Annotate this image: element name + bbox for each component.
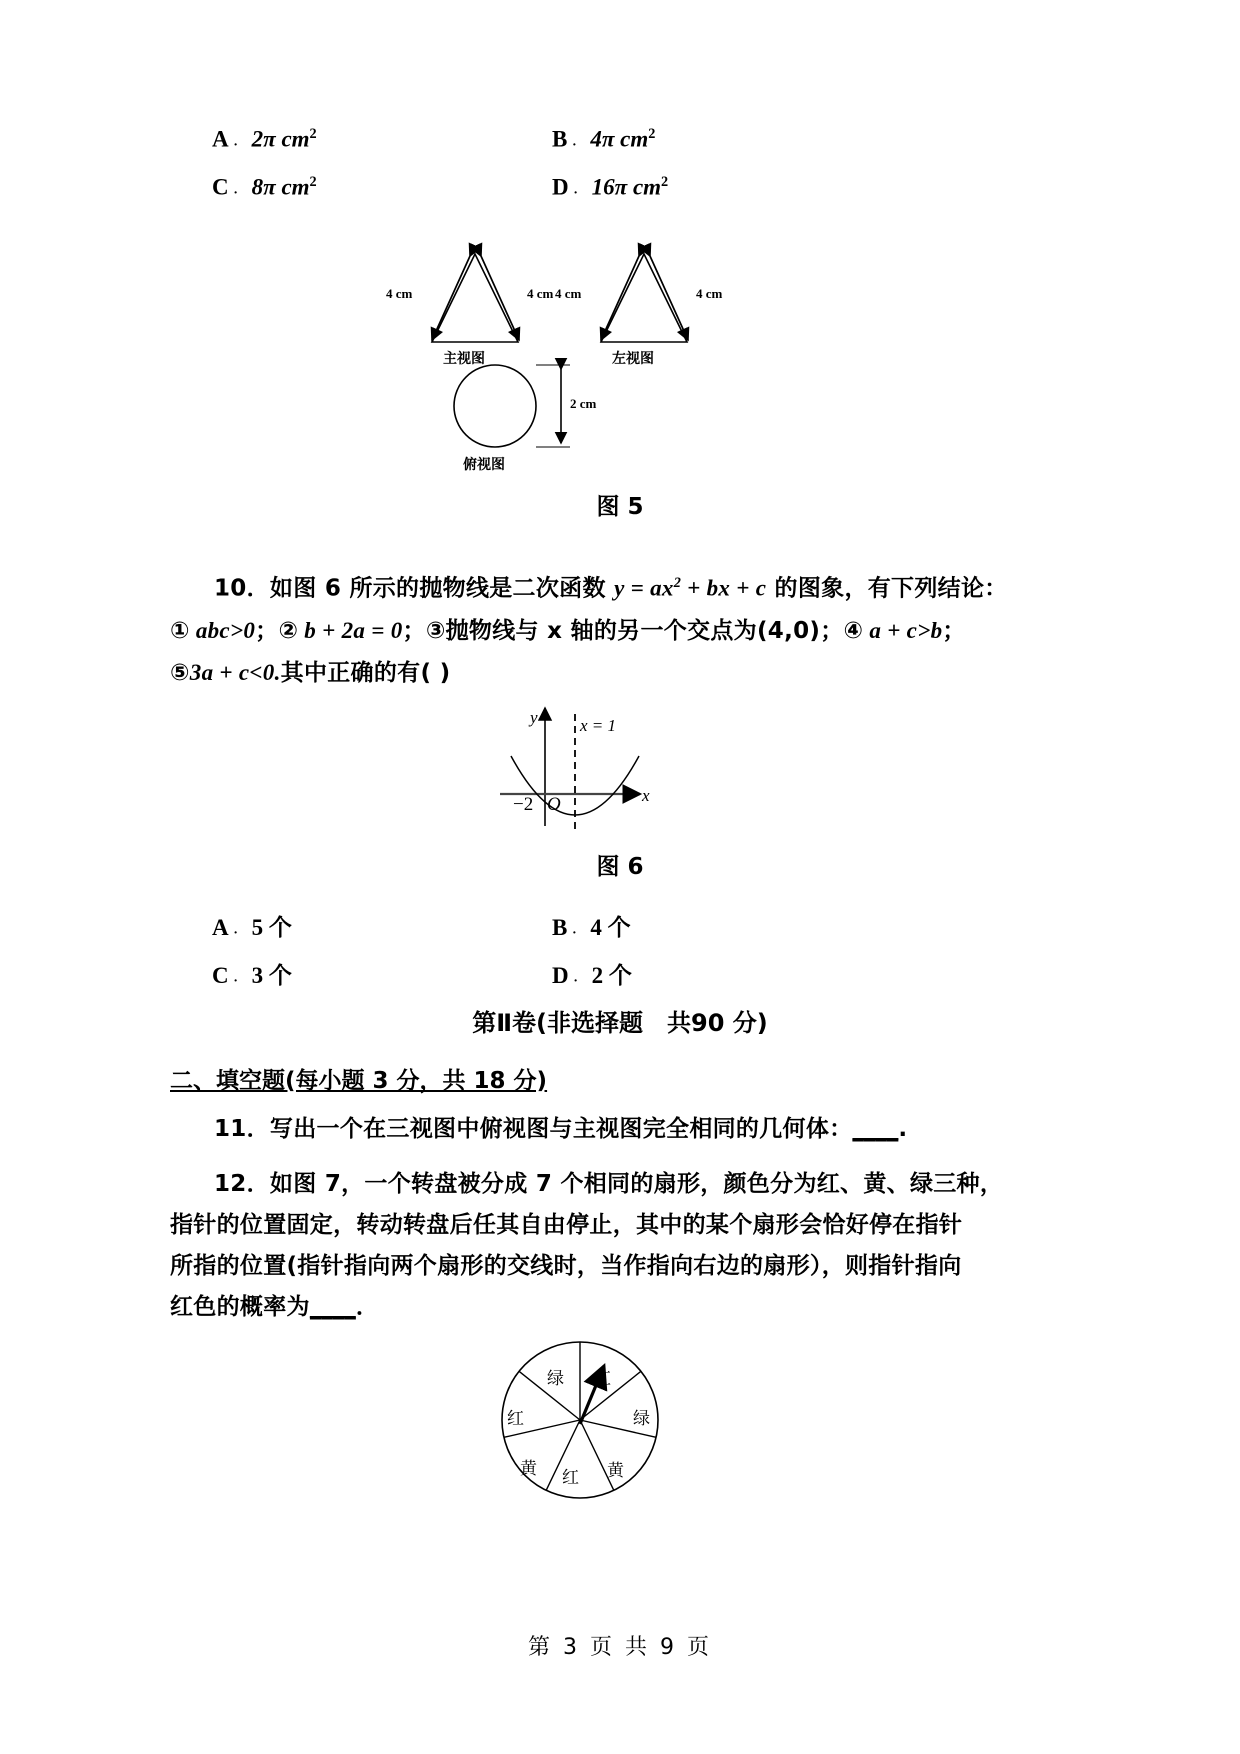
question-10-line-1 <box>170 563 1070 610</box>
conclusion-1-marker: ① <box>170 617 190 644</box>
conclusion-1: abc>0 <box>189 617 256 643</box>
question-10-formula-b: + bx + c <box>681 575 767 601</box>
question-11-text: 写出一个在三视图中俯视图与主视图完全相同的几何体： <box>269 1115 853 1142</box>
sector-label-2: 绿 <box>633 1408 650 1429</box>
choice-letter: A <box>212 914 229 940</box>
x-intercept-label: −2 <box>513 793 534 815</box>
question-12 <box>170 1164 1070 1328</box>
dim-label-front-right: 4 cm <box>527 286 554 301</box>
dim-label-side-right: 4 cm <box>696 286 723 301</box>
conclusion-4: a + c>b <box>863 617 943 643</box>
conclusion-3-marker: ③ <box>425 617 446 644</box>
x-axis-label: x <box>642 785 650 805</box>
top-view-label: 俯视图 <box>463 457 505 473</box>
question-10-line-2 <box>170 610 1070 652</box>
question-10-formula: y = ax <box>614 575 674 601</box>
choice-dot: ． <box>233 920 247 936</box>
question-12-line-4 <box>170 1287 1070 1328</box>
sector-label-3: 黄 <box>607 1460 624 1481</box>
answer-blank[interactable]: ____ <box>309 1293 356 1320</box>
choice-text: 4 个 <box>590 914 631 940</box>
choice-C-q10[interactable] <box>212 957 292 990</box>
figure-6-caption: 图 6 <box>596 853 644 880</box>
choice-text: 3 个 <box>251 962 292 988</box>
question-12-tail: ． <box>355 1293 380 1320</box>
sep: ； <box>942 617 966 644</box>
choice-dot: ． <box>573 180 587 196</box>
y-axis-label: y <box>530 707 538 727</box>
choice-text: 2π cm <box>251 126 310 152</box>
choice-letter: B <box>552 126 568 152</box>
page-footer: 第 3 页 共 9 页 <box>528 1635 712 1660</box>
question-10-text-b: 的图象，有下列结论： <box>766 575 1008 602</box>
sector-label-4: 红 <box>562 1467 579 1488</box>
choice-text: 2 个 <box>591 962 632 988</box>
choice-dot: ． <box>572 132 586 148</box>
choice-dot: ． <box>233 968 247 984</box>
question-12-line-1 <box>170 1164 1070 1205</box>
choice-exponent: 2 <box>309 174 317 190</box>
question-dot: ． <box>246 1170 270 1197</box>
figure-6 <box>170 694 1070 844</box>
q9-choice-row-1 <box>170 118 1070 166</box>
question-number: 12 <box>214 1170 247 1197</box>
figure-7 <box>170 1328 1070 1518</box>
part-2-title: 第Ⅱ卷(非选择题 共90 分) <box>472 1008 768 1037</box>
choice-letter: C <box>212 174 229 200</box>
choice-letter: A <box>212 126 229 152</box>
dim-label-top: 2 cm <box>570 396 597 411</box>
question-10-text-a: 如图 6 所示的抛物线是二次函数 <box>269 575 615 602</box>
sector-label-5: 黄 <box>520 1458 537 1479</box>
axis-of-symmetry-label: x = 1 <box>580 715 617 735</box>
question-number: 10 <box>214 575 247 602</box>
question-12-text-4: 红色的概率为 <box>170 1293 310 1320</box>
conclusion-2: b + 2a = 0 <box>298 617 403 643</box>
sep: ； <box>820 617 844 644</box>
answer-blank[interactable]: ____ <box>852 1115 899 1142</box>
choice-letter: B <box>552 914 568 940</box>
q9-choice-row-2 <box>170 166 1070 214</box>
choice-letter: D <box>552 962 569 988</box>
conclusion-3: 抛物线与 x 轴的另一个交点为(4,0) <box>445 617 821 644</box>
question-12-text-2: 指针的位置固定，转动转盘后任其自由停止，其中的某个扇形会恰好停在指针 <box>170 1211 963 1238</box>
sector-label-6: 红 <box>507 1408 524 1429</box>
question-11-tail: . <box>898 1115 908 1142</box>
question-12-line-2 <box>170 1205 1070 1246</box>
choice-text: 5 个 <box>251 914 292 940</box>
question-12-text-1: 如图 7，一个转盘被分成 7 个相同的扇形，颜色分为红、黄、绿三种， <box>269 1170 1004 1197</box>
choice-text: 4π cm <box>590 126 649 152</box>
q10-choice-row-2 <box>170 949 1070 997</box>
choice-A-q9[interactable] <box>212 126 317 153</box>
question-dot: ． <box>246 1115 270 1142</box>
question-10 <box>170 563 1070 694</box>
question-12-line-3 <box>170 1246 1070 1287</box>
question-dot: ． <box>246 575 270 602</box>
choice-D-q10[interactable] <box>552 957 632 990</box>
front-view-label: 主视图 <box>443 351 485 367</box>
side-view-label: 左视图 <box>612 351 654 367</box>
origin-label: O <box>547 793 561 815</box>
conclusion-2-marker: ② <box>278 617 299 644</box>
conclusion-5: 3a + c<0. <box>189 659 281 685</box>
conclusion-4-marker: ④ <box>843 617 864 644</box>
choice-B-q9[interactable] <box>552 126 655 153</box>
question-10-line-3 <box>170 652 1070 694</box>
q10-choice-row-1 <box>170 901 1070 949</box>
conclusion-5-marker: ⑤ <box>170 659 190 686</box>
choice-text: 16π cm <box>591 174 662 200</box>
figure-7-svg <box>170 1328 1070 1518</box>
choice-C-q9[interactable] <box>212 174 317 201</box>
dim-label-side-left: 4 cm <box>555 286 582 301</box>
question-10-formula-exp: 2 <box>673 575 682 591</box>
choice-dot: ． <box>572 920 586 936</box>
choice-dot: ． <box>233 180 247 196</box>
sep: ； <box>402 617 426 644</box>
choice-text: 8π cm <box>251 174 310 200</box>
question-number: 11 <box>214 1115 247 1142</box>
choice-exponent: 2 <box>661 174 669 190</box>
question-11 <box>170 1109 1070 1150</box>
section-2-heading: 二、填空题(每小题 3 分，共 18 分) <box>170 1067 548 1094</box>
question-12-text-3: 所指的位置(指针指向两个扇形的交线时，当作指向右边的扇形），则指针指向 <box>170 1252 962 1279</box>
section-2-heading-wrap <box>170 1062 1070 1095</box>
choice-dot: ． <box>233 132 247 148</box>
choice-B-q10[interactable] <box>552 909 631 942</box>
choice-letter: C <box>212 962 229 988</box>
dim-label-front-left: 4 cm <box>386 286 413 301</box>
sector-label-7: 绿 <box>547 1368 564 1389</box>
figure-6-svg <box>170 694 1070 844</box>
choice-dot: ． <box>573 968 587 984</box>
choice-exponent: 2 <box>648 126 656 142</box>
page-content <box>170 0 1070 1518</box>
sector-label-1: 红 <box>594 1368 611 1389</box>
choice-D-q9[interactable] <box>552 174 668 201</box>
question-10-tail: 其中正确的有( ) <box>280 659 451 686</box>
figure-5 <box>170 214 1070 482</box>
sep: ； <box>255 617 279 644</box>
figure-5-caption: 图 5 <box>596 494 644 520</box>
choice-exponent: 2 <box>309 126 317 142</box>
choice-A-q10[interactable] <box>212 909 292 942</box>
choice-letter: D <box>552 174 569 200</box>
